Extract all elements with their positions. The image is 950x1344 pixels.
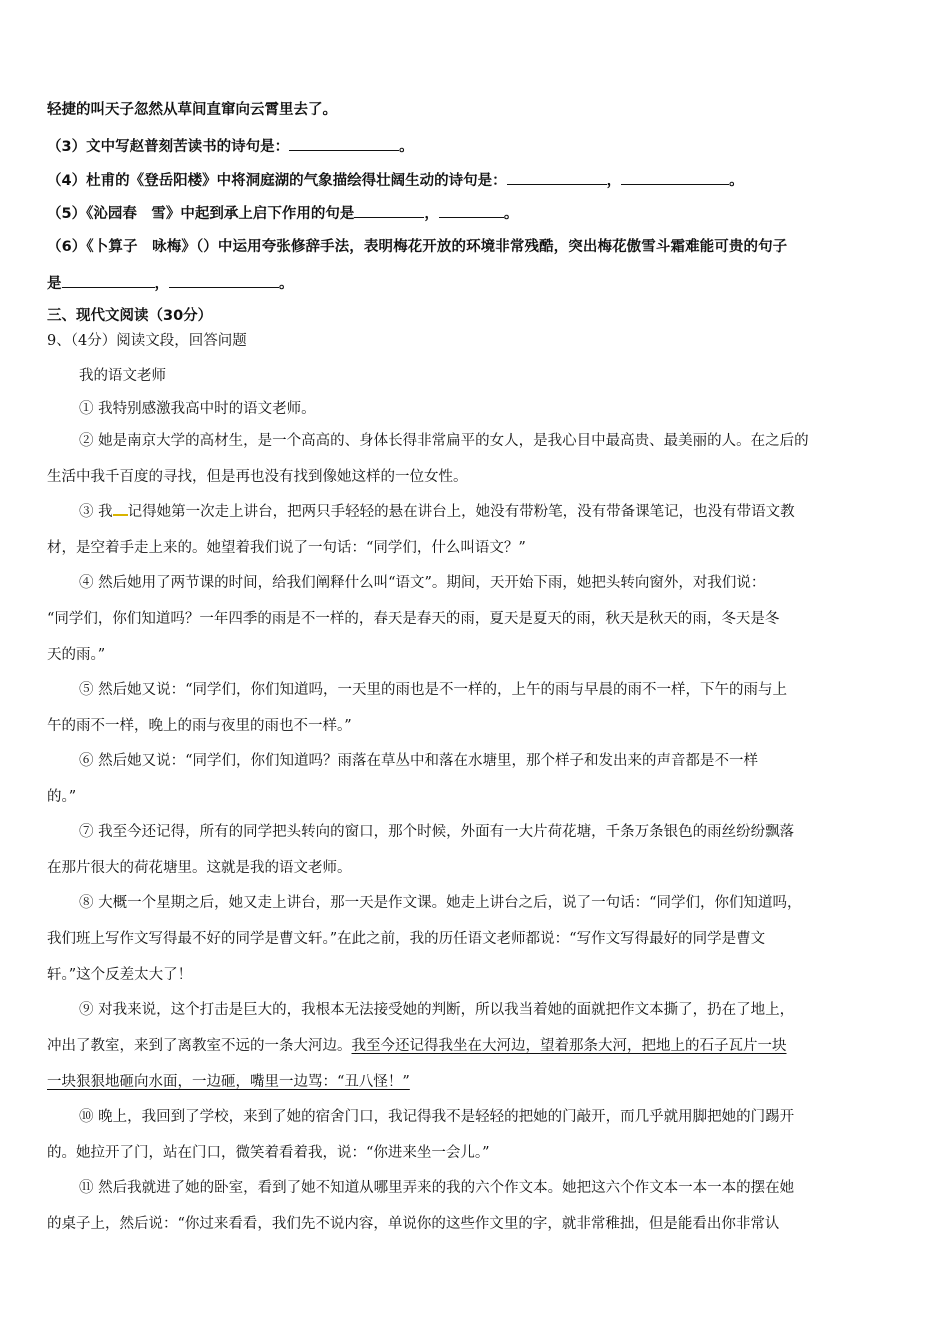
text-span: 天的雨。” [47, 647, 106, 663]
text-span: 在那片很大的荷花塘里。这就是我的语文老师。 [47, 860, 352, 876]
punctuation: ， [424, 206, 439, 222]
question-3 [47, 136, 414, 157]
paragraph-line [79, 1000, 794, 1020]
text-span: ⑪ 然后我就进了她的卧室，看到了她不知道从哪里弄来的我的六个作文本。她把这六个作文本一本一本的摆在她 [79, 1180, 795, 1196]
paragraph-line [79, 893, 802, 913]
question-9 [47, 331, 247, 351]
question-text: 9、（4分）阅读文段，回答问题 [47, 333, 247, 349]
punctuation: 。 [279, 276, 294, 292]
question-6 [47, 237, 787, 257]
paragraph-line [47, 467, 468, 487]
text-line [47, 100, 337, 120]
text-span: ⑦ 我至今还记得，所有的同学把头转向的窗口，那个时候，外面有一大片荷花塘，千条万条银色的雨丝纷纷飘落 [79, 824, 795, 840]
paragraph-line [79, 431, 809, 451]
text-span: ③ 我 [79, 504, 113, 520]
paragraph-line [79, 502, 795, 522]
text-span: 生活中我千百度的寻找，但是再也没有找到像她这样的一位女性。 [47, 469, 468, 485]
answer-blank[interactable] [62, 273, 155, 288]
answer-blank[interactable] [289, 136, 399, 151]
answer-blank[interactable] [507, 170, 607, 185]
title-text: 我的语文老师 [79, 368, 166, 384]
question-5 [47, 203, 518, 224]
paragraph-line [47, 716, 352, 736]
text-span: ⑨ 对我来说，这个打击是巨大的，我根本无法接受她的判断，所以我当着她的面就把作文本撕了，扔在了地上， [79, 1002, 795, 1018]
text-span: 的。她拉开了门，站在门口，微笑着看着我，说：“你进来坐一会儿。” [47, 1145, 490, 1161]
text-span: 的桌子上，然后说：“你过来看看，我们先不说内容，单说你的这些作文里的字，就非常稚拙，但是能看出你非常认 [47, 1216, 780, 1232]
answer-blank[interactable] [439, 203, 504, 218]
text-span: ⑥ 然后她又说：“同学们，你们知道吗？雨落在草丛中和落在水塘里，那个样子和发出来的声音都是不一样 [79, 753, 759, 769]
text-span: “同学们，你们知道吗？一年四季的雨是不一样的，春天是春天的雨，夏天是夏天的雨，秋天是秋天的雨，冬天是冬 [47, 611, 780, 627]
paragraph-line [79, 751, 758, 771]
passage-title [79, 366, 166, 386]
paragraph-line [47, 965, 192, 985]
question-text: （6）《卜算子 咏梅》（）中运用夸张修辞手法，表明梅花开放的环境非常残酷，突出梅花傲雪斗霜难能可贵的句子 [47, 239, 788, 255]
text-span: 轻捷的叫天子忽然从草间直窜向云霄里去了。 [47, 102, 337, 118]
punctuation: ， [606, 173, 622, 189]
text-span: ④ 然后她用了两节课的时间，给我们阐释什么叫“语文”。期间，天开始下雨，她把头转向窗外，对我们说： [79, 575, 766, 591]
paragraph-line [47, 858, 352, 878]
paragraph-line [47, 645, 105, 665]
paragraph-line [47, 609, 779, 629]
heading-text: 三、现代文阅读（30分） [47, 308, 213, 324]
question-4 [47, 170, 744, 191]
section-heading [47, 306, 212, 326]
punctuation: 。 [399, 139, 414, 155]
paragraph-line [79, 399, 316, 419]
paragraph-line [79, 573, 765, 593]
paragraph-line [47, 538, 526, 558]
text-span: ⑤ 然后她又说：“同学们，你们知道吗，一天里的雨也是不一样的，上午的雨与早晨的雨不一样，下午的雨与上 [79, 682, 788, 698]
punctuation: 。 [503, 206, 519, 222]
paragraph-line [79, 1107, 794, 1127]
paragraph-line [79, 822, 794, 842]
text-span: ⑧ 大概一个星期之后，她又走上讲台，那一天是作文课。她走上讲台之后，说了一句话：“同学们，你们知道吗， [79, 895, 802, 911]
text-span: 的。” [47, 789, 77, 805]
paragraph-line [47, 1143, 490, 1163]
punctuation: ， [154, 276, 169, 292]
answer-blank[interactable] [354, 203, 424, 218]
text-span: 材，是空着手走上来的。她望着我们说了一句话：“同学们，什么叫语文？” [47, 540, 526, 556]
paragraph-line [47, 1214, 779, 1234]
question-text: 是 [47, 276, 62, 292]
text-span: ② 她是南京大学的高材生，是一个高高的、身体长得非常扁平的女人，是我心目中最高贵、最美丽的人。在之后的 [79, 433, 809, 449]
text-span: 冲出了教室，来到了离教室不远的一条大河边。 [47, 1038, 352, 1054]
text-span: 午的雨不一样，晚上的雨与夜里的雨也不一样。” [47, 718, 352, 734]
text-span: 轩。”这个反差太大了！ [47, 967, 193, 983]
paragraph-line [47, 1072, 410, 1092]
text-span: ① 我特别感激我高中时的语文老师。 [79, 401, 316, 417]
question-text: （4）杜甫的《登岳阳楼》中将洞庭湖的气象描绘得壮阔生动的诗句是： [47, 173, 507, 189]
highlight-mark [113, 502, 128, 516]
answer-blank[interactable] [621, 170, 729, 185]
text-span: 我们班上写作文写得最不好的同学是曹文轩。”在此之前，我的历任语文老师都说：“写作文写得最好的同学是曹文 [47, 931, 766, 947]
question-text: （5）《沁园春 雪》中起到承上启下作用的句是 [47, 206, 355, 222]
question-6-cont [47, 273, 294, 294]
text-span: 记得她第一次走上讲台，把两只手轻轻的悬在讲台上，她没有带粉笔，没有带备课笔记，也没有带语文教 [127, 504, 795, 520]
paragraph-line [47, 787, 76, 807]
text-span: ⑩ 晚上，我回到了学校，来到了她的宿舍门口，我记得我不是轻轻的把她的门敲开，而几乎就用脚把她的门踢开 [79, 1109, 795, 1125]
punctuation: 。 [729, 173, 744, 189]
answer-blank[interactable] [169, 273, 279, 288]
question-text: （3）文中写赵普刻苦读书的诗句是： [47, 139, 290, 155]
paragraph-line [79, 1178, 794, 1198]
paragraph-line [47, 929, 765, 949]
underlined-text: 一块狠狠地砸向水面，一边砸，嘴里一边骂：“丑八怪！” [47, 1074, 410, 1090]
paragraph-line [79, 680, 787, 700]
paragraph-line [47, 1036, 787, 1056]
underlined-text: 我至今还记得我坐在大河边，望着那条大河，把地上的石子瓦片一块 [351, 1038, 787, 1054]
